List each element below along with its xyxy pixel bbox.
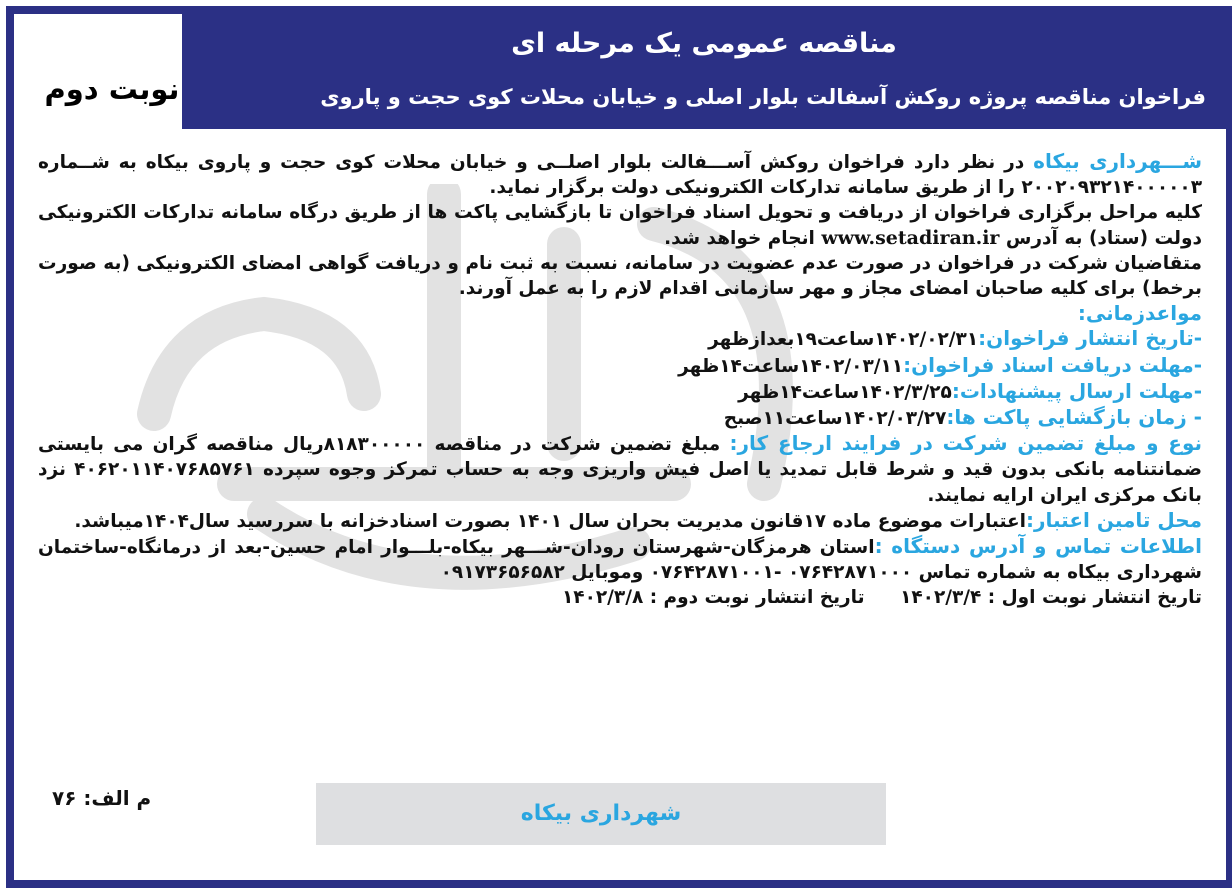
paragraph-contact: [38, 534, 1202, 585]
notice-title: مناقصه عمومی یک مرحله ای: [511, 28, 897, 59]
guarantee-label: نوع و مبلغ تضمین شرکت در فرایند ارجاع کار:: [729, 431, 1203, 456]
schedule-label: -مهلت ارسال پیشنهادات:: [951, 378, 1202, 403]
publication-dates: [562, 585, 1202, 610]
schedule-value: ۱۴۰۲/۰۳/۲۷ساعت۱۱صبح: [723, 408, 947, 430]
process-end: انجام خواهد شد.: [664, 227, 822, 249]
schedule-label: - زمان بازگشایی پاکت ها:: [946, 405, 1202, 430]
schedule-item: [38, 405, 1202, 431]
publication-first: تاریخ انتشار نوبت اول : ۱۴۰۲/۳/۴: [900, 587, 1202, 609]
contact-text: استان هرمزگان-شهرستان رودان-شـــهر بیکاه-بلـــوار امام حسین-بعد از درمانگاه-ساختمان شهرداری بیکاه به شماره تماس ۰۷۶۴۲۸۷۱۰۰۰ -۰۷۶۴۲۸۷۱۰۰۱ وموبایل ۰۹۱۷۳۶۵۶۵۸۲: [38, 537, 1202, 584]
ad-code: م الف: ۷۶: [52, 786, 152, 810]
publication-second: تاریخ انتشار نوبت دوم : ۱۴۰۲/۳/۸: [562, 587, 865, 609]
org-name: شـــهرداری بیکاه: [1033, 149, 1202, 173]
notice-frame: [6, 6, 1232, 888]
schedule-heading: مواعدزمانی:: [1077, 301, 1202, 326]
funding-label: محل تامین اعتبار:: [1025, 507, 1202, 532]
schedule-label: -مهلت دریافت اسناد فراخوان:: [903, 352, 1202, 377]
paragraph-funding: [38, 508, 1202, 534]
schedule-item: [38, 379, 1202, 405]
contact-label: اطلاعات تماس و آدرس دستگاه :: [874, 534, 1202, 559]
process-text: کلیه مراحل برگزاری فراخوان از دریافت و تحویل اسناد فراخوان تا بازگشایی پاکت ها از طریق درگاه سامانه تدارکات الکترونیکی دولت (ستاد) به آدرس: [38, 202, 1202, 249]
guarantee-text: مبلغ تضمین شرکت در مناقصه ۸۱۸۳۰۰۰۰۰ریال مناقصه گران می بایستی ضمانتنامه بانکی بدون قید و شرط قابل تمدید یا اصل فیش واریزی وجه به حساب تمرکز وجوه سپرده ۴۰۶۲۰۱۱۴۰۷۶۸۵۷۶۱ نزد بانک مرکزی ایران ارایه نمایند.: [38, 434, 1202, 506]
schedule-value: ۱۴۰۲/۰۳/۱۱ساعت۱۴ظهر: [678, 355, 904, 377]
paragraph-guarantee: [38, 431, 1202, 508]
notice-body: [38, 149, 1202, 611]
intro-text: در نظر دارد فراخوان روکش آســـفالت بلوار اصلــی و خیابان محلات کوی حجت و پاروی بیکاه به شــماره ۲۰۰۲۰۹۳۲۱۴۰۰۰۰۰۳ را از طریق سامانه تدارکات الکترونیکی دولت برگزار نماید.: [38, 152, 1202, 199]
paragraph-intro: [38, 149, 1202, 200]
notice-subtitle: فراخوان مناقصه پروژه روکش آسفالت بلوار اصلی و خیابان محلات کوی حجت و پاروی: [320, 85, 1206, 109]
schedule-value: ۱۴۰۲/۳/۲۵ساعت۱۴ظهر: [738, 381, 952, 403]
paragraph-registration: متقاضیان شرکت در فراخوان در صورت عدم عضویت در سامانه، نسبت به ثبت نام و دریافت گواهی امضای الکترونیکی (به صورت برخط) برای کلیه صاحبان امضای مجاز و مهر سازمانی اقدام لازم را به عمل آورند.: [38, 252, 1202, 300]
setad-link[interactable]: www.setadiran.ir: [821, 226, 1000, 249]
footer-band: [316, 783, 886, 845]
schedule-item: [38, 353, 1202, 379]
schedule-label: -تاریخ انتشار فراخوان:: [978, 326, 1202, 351]
schedule-value: ۱۴۰۲/۰۲/۳۱ساعت۱۹بعدازظهر: [708, 329, 979, 351]
header-banner: [182, 14, 1226, 129]
schedule-item: [38, 326, 1202, 352]
footer-org-name: شهرداری بیکاه: [520, 801, 682, 826]
round-label: نوبت دوم: [44, 72, 180, 106]
paragraph-process: [38, 200, 1202, 250]
funding-text: اعتبارات موضوع ماده ۱۷قانون مدیریت بحران سال ۱۴۰۱ بصورت اسنادخزانه با سررسید سال۱۴۰۴میباشد.: [74, 510, 1026, 532]
